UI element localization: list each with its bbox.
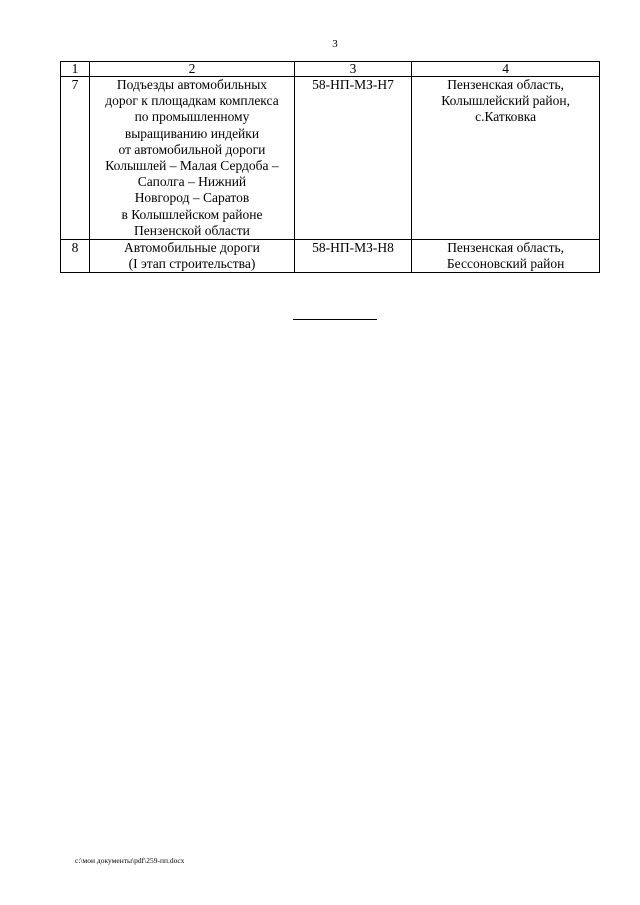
road-name-line: Колышлей – Малая Сердоба – <box>105 158 279 174</box>
page-number: 3 <box>332 38 338 50</box>
header-col-1: 1 <box>61 62 90 77</box>
road-name-line: Автомобильные дороги <box>124 240 260 256</box>
table-row <box>61 77 600 240</box>
road-name-line: Саполга – Нижний <box>137 174 247 190</box>
road-name <box>90 240 295 273</box>
table-header-row <box>61 62 600 77</box>
road-name-line: Новгород – Саратов <box>134 190 250 206</box>
road-location <box>412 77 600 240</box>
footer-file-path: c:\мои документы\pdf\259-пп.docx <box>75 856 185 865</box>
road-name-line: (I этап строительства) <box>128 256 256 272</box>
header-col-2: 2 <box>90 62 295 77</box>
location-line: Колышлейский район, <box>441 93 571 109</box>
separator-line <box>293 319 377 320</box>
road-code: 58-НП-МЗ-Н8 <box>294 240 411 273</box>
header-col-4: 4 <box>412 62 600 77</box>
location-line: Бессоновский район <box>446 256 565 272</box>
road-name-line: выращиванию индейки <box>124 125 260 141</box>
road-name-line: Пензенской области <box>134 222 250 238</box>
row-number: 7 <box>61 77 90 240</box>
location-line: Пензенская область, <box>447 77 565 92</box>
row-number: 8 <box>61 240 90 273</box>
road-name-line: дорог к площадкам комплекса <box>105 93 279 109</box>
road-name <box>90 77 295 240</box>
road-name-line: по промышленному <box>134 109 250 125</box>
header-col-3: 3 <box>294 62 411 77</box>
road-name-line: Подъезды автомобильных <box>116 77 268 92</box>
location-line: с.Катковка <box>475 109 537 125</box>
road-location <box>412 240 600 273</box>
road-name-line: от автомобильной дороги <box>118 141 266 157</box>
road-name-line: в Колышлейском районе <box>121 206 263 222</box>
roads-table <box>60 61 600 273</box>
road-code: 58-НП-МЗ-Н7 <box>294 77 411 240</box>
location-line: Пензенская область, <box>447 240 565 256</box>
table-row <box>61 240 600 273</box>
